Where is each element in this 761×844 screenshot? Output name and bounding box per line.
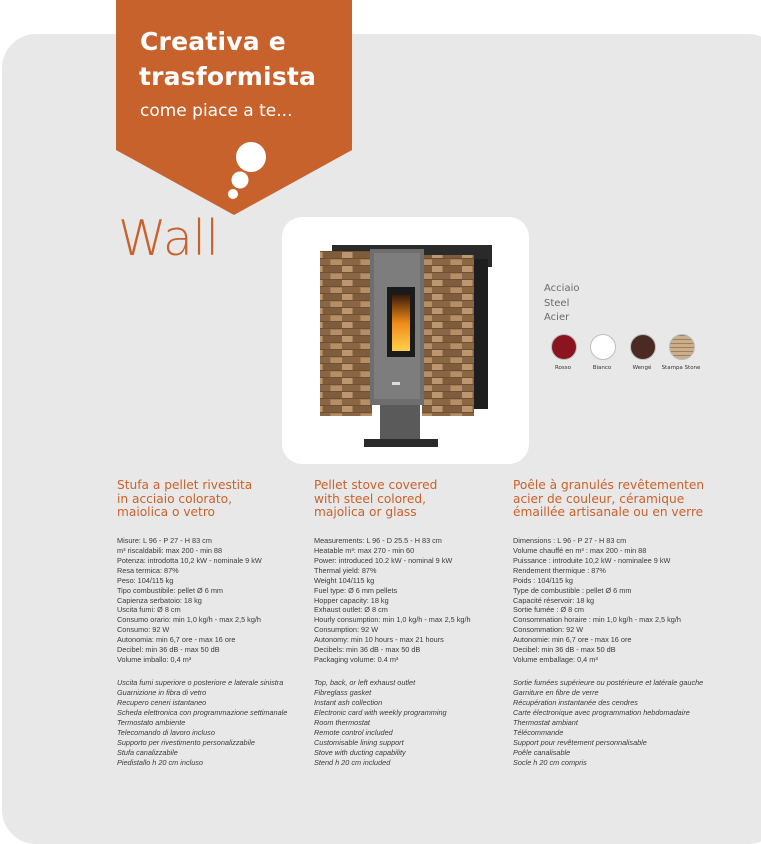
spec-item: Consumo: 92 W: [117, 625, 170, 635]
feature-item: Sortie fumées supérieure ou postérieure et latérale gauche: [513, 678, 704, 688]
feature-item: Recupero ceneri istantaneo: [117, 698, 207, 708]
feature-item: Socle h 20 cm compris: [513, 757, 587, 767]
spec-item: Heatable m³: max 270 - min 60: [314, 545, 415, 555]
feature-item: Carte électronique avec programmation hebdomadaire: [513, 708, 690, 718]
feature-item: Telecomando di lavoro incluso: [117, 727, 215, 737]
spec-item: Packaging volume: 0.4 m³: [314, 655, 399, 665]
swatch-label-rosso: Rosso: [554, 365, 572, 371]
spec-item: Exhaust outlet: Ø 8 cm: [314, 605, 388, 615]
feature-list: [117, 678, 313, 768]
swatch-stampa-stone[interactable]: [669, 334, 695, 360]
material-label: [544, 282, 579, 326]
spec-item: Puissance : introduite 10,2 kW - nominalee 9 kW: [513, 555, 671, 565]
feature-item: Remote control included: [314, 727, 393, 737]
feature-item: Guarnizione in fibra di vetro: [117, 688, 207, 698]
spec-item: Consommation horaire : min 1,0 kg/h - max 2,5 kg/h: [513, 615, 681, 625]
feature-item: Scheda elettronica con programmazione settimanale: [117, 708, 288, 718]
bubble-medium: [232, 172, 249, 189]
column-heading: Stufa a pellet rivestita in acciaio colorato, maiolica o vetro: [117, 478, 253, 520]
product-photo: [282, 217, 529, 464]
spec-item: Sortie fumée : Ø 8 cm: [513, 605, 584, 615]
material-en: Steel: [544, 297, 570, 309]
column-french: [513, 479, 713, 768]
spec-item: Volume imballo: 0,4 m³: [117, 655, 192, 665]
spec-item: Autonomie: min 6,7 ore - max 16 ore: [513, 635, 632, 645]
spec-item: Rendement thermique : 87%: [513, 565, 606, 575]
feature-item: Termostato ambiente: [117, 717, 186, 727]
spec-item: Hourly consumption: min 1,0 kg/h - max 2,5 kg/h: [314, 615, 471, 625]
feature-list: [513, 678, 713, 768]
swatch-rosso[interactable]: [551, 334, 577, 360]
spec-item: Capacité réservoir: 18 kg: [513, 595, 595, 605]
feature-item: Télécommande: [513, 727, 564, 737]
swatch-bianco[interactable]: [590, 334, 616, 360]
spec-item: Capienza serbatoio: 18 kg: [117, 595, 202, 605]
feature-item: Thermostat ambiant: [513, 717, 578, 727]
spec-item: Decibel: min 36 dB - max 50 dB: [117, 645, 220, 655]
spec-list: [513, 536, 713, 665]
stove-illustration: [282, 217, 529, 464]
swatch-label-stampa-stone: Stampa Stone: [661, 365, 701, 371]
spec-item: Volume emballage: 0,4 m³: [513, 655, 598, 665]
feature-item: Garniture en fibre de verre: [513, 688, 599, 698]
bubble-small: [228, 189, 238, 199]
spec-item: Peso: 104/115 kg: [117, 575, 174, 585]
feature-item: Customisable lining support: [314, 737, 404, 747]
spec-item: Decibels: min 36 dB - max 50 dB: [314, 645, 421, 655]
feature-item: Fibreglass gasket: [314, 688, 372, 698]
headline-line-1: Creativa e: [140, 27, 286, 56]
feature-item: Electronic card with weekly programming: [314, 708, 447, 718]
material-it: Acciaio: [544, 283, 580, 294]
spec-item: Consumo orario: min 1,0 kg/h - max 2,5 kg/h: [117, 615, 261, 625]
spec-item: Power: introduced 10.2 kW - nominal 9 kW: [314, 555, 453, 565]
spec-item: Consommation: 92 W: [513, 625, 584, 635]
spec-item: Autonomy: min 10 hours - max 21 hours: [314, 635, 444, 645]
spec-item: Volume chauffé en m³ : max 200 - min 88: [513, 545, 647, 555]
spec-item: Potenza: introdotta 10,2 kW - nominale 9 kW: [117, 555, 262, 565]
swatch-wenge[interactable]: [630, 334, 656, 360]
spec-list: [117, 536, 313, 665]
spec-item: Weight 104/115 kg: [314, 575, 375, 585]
spec-item: Fuel type: Ø 6 mm pellets: [314, 585, 398, 595]
feature-item: Support pour revêtement personnalisable: [513, 737, 647, 747]
spec-item: Uscita fumi: Ø 8 cm: [117, 605, 181, 615]
spec-item: Tipo combustibile: pellet Ø 6 mm: [117, 585, 223, 595]
swatch-label-bianco: Bianco: [592, 365, 612, 371]
feature-item: Poêle canalisable: [513, 747, 571, 757]
feature-item: Supporto per rivestimento personalizzabile: [117, 737, 255, 747]
spec-item: Resa termica: 87%: [117, 565, 179, 575]
spec-item: m³ riscaldabili: max 200 - min 88: [117, 545, 223, 555]
spec-item: Type de combustible : pellet Ø 6 mm: [513, 585, 632, 595]
spec-item: Misure: L 96 - P 27 - H 83 cm: [117, 535, 212, 545]
feature-item: Top, back, or left exhaust outlet: [314, 678, 416, 688]
feature-item: Stove with ducting capability: [314, 747, 406, 757]
feature-item: Room thermostat: [314, 717, 370, 727]
product-title: Wall: [118, 210, 219, 267]
column-italian: [117, 479, 313, 768]
spec-item: Poids : 104/115 kg: [513, 575, 573, 585]
feature-item: Stufa canalizzabile: [117, 747, 178, 757]
column-heading: Poêle à granulés revêtementen acier de couleur, céramique émaillée artisanale ou en verre: [513, 478, 705, 520]
column-heading: Pellet stove covered with steel colored, majolica or glass: [314, 478, 438, 520]
headline-tagline: come piace a te...: [140, 101, 293, 121]
material-fr: Acier: [544, 312, 570, 323]
spec-item: Autonomia: min 6,7 ore - max 16 ore: [117, 635, 236, 645]
spec-item: Consumption: 92 W: [314, 625, 379, 635]
spec-item: Hopper capacity: 18 kg: [314, 595, 389, 605]
bubble-large: [236, 142, 266, 172]
column-english: [314, 479, 510, 768]
headline-line-2: trasformista: [139, 62, 317, 91]
spec-list: [314, 536, 510, 665]
feature-item: Piedistallo h 20 cm incluso: [117, 757, 203, 767]
feature-item: Récupération instantanée des cendres: [513, 698, 638, 708]
feature-list: [314, 678, 510, 768]
spec-item: Measurements: L 96 - D 25.5 - H 83 cm: [314, 535, 442, 545]
feature-item: Stend h 20 cm included: [314, 757, 391, 767]
spec-item: Decibel: min 36 dB - max 50 dB: [513, 645, 616, 655]
swatch-label-wenge: Wengé: [632, 365, 652, 371]
feature-item: Instant ash collection: [314, 698, 383, 708]
spec-item: Dimensions : L 96 - P 27 - H 83 cm: [513, 535, 627, 545]
feature-item: Uscita fumi superiore o posteriore e laterale sinistra: [117, 678, 284, 688]
spec-item: Thermal yield: 87%: [314, 565, 377, 575]
